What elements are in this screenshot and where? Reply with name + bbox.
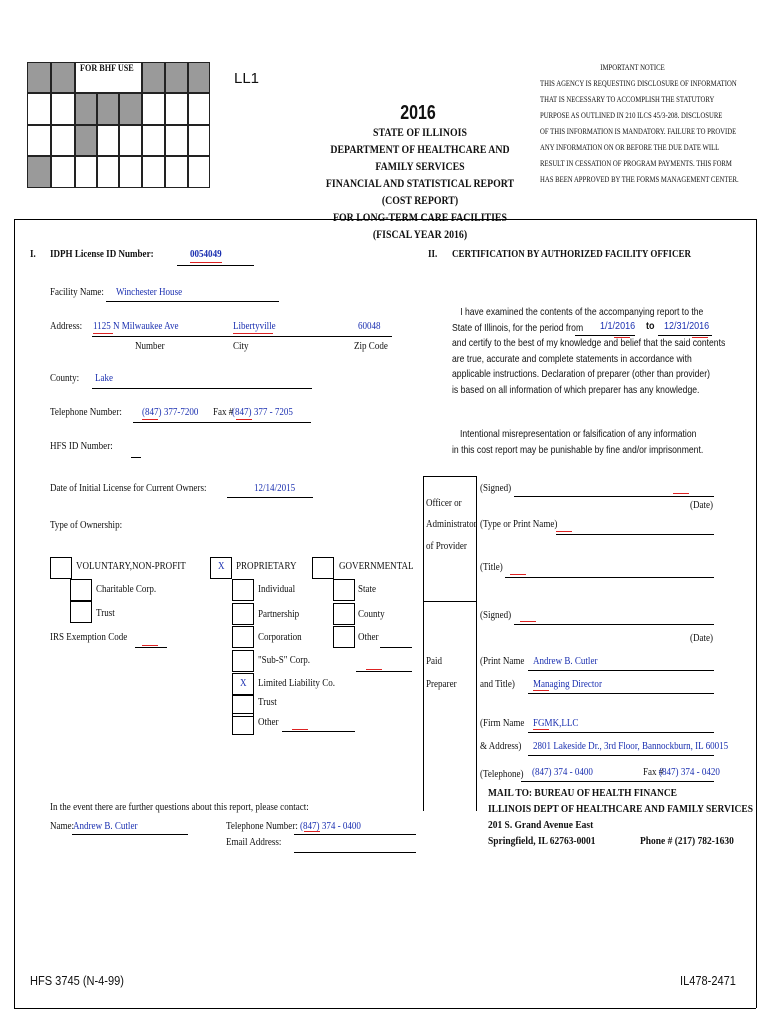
contact-name-label: Name: <box>50 821 75 832</box>
llc-label: Limited Liability Co. <box>258 678 336 689</box>
notice-line: ANY INFORMATION ON OR BEFORE THE DUE DATE WILL <box>540 143 720 152</box>
print-name-label: (Print Name <box>480 656 525 667</box>
form-number: HFS 3745 (N-4-99) <box>30 973 124 988</box>
other-proprietary-checkbox[interactable] <box>232 713 254 735</box>
proprietary-label: PROPRIETARY <box>236 561 297 572</box>
proprietary-mark: X <box>218 561 225 572</box>
trust-proprietary-label: Trust <box>258 697 277 708</box>
governmental-label: GOVERNMENTAL <box>339 561 414 572</box>
zip-caption: Zip Code <box>354 341 388 352</box>
title-line-3: FINANCIAL AND STATISTICAL REPORT (COST REPORT) <box>325 176 515 207</box>
initial-license-date-value[interactable]: 12/14/2015 <box>254 483 296 494</box>
title-line-1: STATE OF ILLINOIS <box>373 125 467 139</box>
preparer-signed-label: (Signed) <box>480 610 512 621</box>
state-checkbox[interactable] <box>333 579 355 601</box>
firm-name-label: (Firm Name <box>480 718 525 729</box>
county-value[interactable]: Lake <box>95 373 114 384</box>
section-2-numeral: II. <box>428 249 438 260</box>
preparer-date-label: (Date) <box>690 633 714 644</box>
contact-telephone-value[interactable]: (847) 374 - 0400 <box>300 821 361 832</box>
warning-line-1: Intentional misrepresentation or falsification of any information <box>460 428 697 440</box>
cert-line-3: and certify to the best of my knowledge and belief that the said contents <box>452 337 726 350</box>
cert-line-6: is based on all information of which preparer has any knowledge. <box>452 383 700 396</box>
charitable-corp-checkbox[interactable] <box>70 579 92 601</box>
report-year: 2016 <box>400 102 436 124</box>
preparer-title-value[interactable]: Managing Director <box>533 679 602 690</box>
county-gov-label: County <box>358 609 385 620</box>
corporation-label: Corporation <box>258 632 302 643</box>
address-label: Address: <box>50 321 83 332</box>
period-to-label: to <box>646 320 655 332</box>
notice-line: HAS BEEN APPROVED BY THE FORMS MANAGEMENT CENTER. <box>540 175 739 184</box>
hfs-id-label: HFS ID Number: <box>50 441 113 452</box>
officer-name-label: (Type or Print Name) <box>480 519 558 530</box>
cert-period-text: State of Illinois, for the period from <box>452 321 584 334</box>
and-title-label: and Title) <box>480 679 515 690</box>
firm-telephone-label: (Telephone) <box>480 769 524 780</box>
other-gov-label: Other <box>358 632 379 643</box>
notice-line: THAT IS NECESSARY TO ACCOMPLISH THE STATUTORY <box>540 95 715 104</box>
officer-signed-label: (Signed) <box>480 483 512 494</box>
county-checkbox[interactable] <box>333 603 355 625</box>
fax-label: Fax # <box>213 407 234 418</box>
s-corp-label: "Sub-S" Corp. <box>258 655 311 666</box>
cert-line-1: I have examined the contents of the accompanying report to the <box>460 306 704 318</box>
city-caption: City <box>233 341 249 352</box>
initial-license-date-label: Date of Initial License for Current Owners: <box>50 483 207 494</box>
preparer-label: Preparer <box>426 679 457 690</box>
title-line-4: FOR LONG-TERM CARE FACILITIES <box>333 210 507 224</box>
officer-title-label: (Title) <box>480 562 503 573</box>
firm-name-value[interactable]: FGMK,LLC <box>533 718 579 729</box>
cert-line-4: are true, accurate and complete statements in accordance with <box>452 352 692 365</box>
llc-mark: X <box>240 678 247 689</box>
paid-label: Paid <box>426 656 443 667</box>
officer-label-1: Officer or <box>426 498 462 509</box>
mail-to-phone: Phone # (217) 782-1630 <box>640 835 734 847</box>
notice-line: RESULT IN CESSATION OF PROGRAM PAYMENTS. THIS FORM <box>540 159 732 168</box>
city-value[interactable]: Libertyville <box>233 321 276 332</box>
contact-telephone-label: Telephone Number: <box>226 821 298 832</box>
charitable-corp-label: Charitable Corp. <box>96 584 157 595</box>
officer-label-2: Administrator <box>426 519 477 530</box>
firm-address-value[interactable]: 2801 Lakeside Dr., 3rd Floor, Bannockburn, IL 60015 <box>533 741 729 752</box>
notice-line: OF THIS INFORMATION IS MANDATORY. FAILURE TO PROVIDE <box>540 127 737 136</box>
certification-title: CERTIFICATION BY AUTHORIZED FACILITY OFFICER <box>452 249 692 260</box>
contact-name-value[interactable]: Andrew B. Cutler <box>73 821 138 832</box>
facility-name-value[interactable]: Winchester House <box>116 287 183 298</box>
bhf-use-label: FOR BHF USE <box>80 64 134 74</box>
street-value[interactable]: 1125 N Milwaukee Ave <box>93 321 179 332</box>
officer-date-label: (Date) <box>690 500 714 511</box>
report-title <box>313 124 526 243</box>
telephone-value[interactable]: (847) 377-7200 <box>142 407 199 418</box>
mail-to-line-4: Springfield, IL 62763-0001 <box>488 835 596 847</box>
email-label: Email Address: <box>226 837 282 848</box>
individual-label: Individual <box>258 584 296 595</box>
firm-fax-label: Fax # <box>643 767 664 778</box>
title-line-2: DEPARTMENT OF HEALTHCARE AND FAMILY SERVICES <box>330 142 510 173</box>
preparer-name-value[interactable]: Andrew B. Cutler <box>533 656 598 667</box>
corporation-checkbox[interactable] <box>232 626 254 648</box>
title-line-5: (FISCAL YEAR 2016) <box>372 227 468 241</box>
voluntary-label: VOLUNTARY,NON-PROFIT <box>76 561 186 572</box>
license-value[interactable]: 0054049 <box>190 249 222 260</box>
notice-title: IMPORTANT NOTICE <box>600 63 665 72</box>
firm-fax-value[interactable]: (847) 374 - 0420 <box>659 767 720 778</box>
zip-value[interactable]: 60048 <box>358 321 381 332</box>
s-corp-checkbox[interactable] <box>232 650 254 672</box>
voluntary-checkbox[interactable] <box>50 557 72 579</box>
individual-checkbox[interactable] <box>232 579 254 601</box>
other-proprietary-label: Other <box>258 717 279 728</box>
firm-address-label: & Address) <box>480 741 522 752</box>
partnership-checkbox[interactable] <box>232 603 254 625</box>
number-caption: Number <box>135 341 165 352</box>
notice-line: PURPOSE AS OUTLINED IN 210 ILCS 45/3-208. DISCLOSURE <box>540 111 723 120</box>
irs-exemption-label: IRS Exemption Code <box>50 632 128 643</box>
trust-checkbox[interactable] <box>70 601 92 623</box>
mail-to-line-2: ILLINOIS DEPT OF HEALTHCARE AND FAMILY SERVICES <box>488 803 753 815</box>
license-label: IDPH License ID Number: <box>50 249 154 260</box>
cert-line-5: applicable instructions. Declaration of preparer (other than provider) <box>452 368 710 381</box>
county-label: County: <box>50 373 80 384</box>
officer-label-3: of Provider <box>426 541 467 552</box>
ownership-label: Type of Ownership: <box>50 520 123 531</box>
fax-value[interactable]: (847) 377 - 7205 <box>232 407 293 418</box>
period-to[interactable]: 12/31/2016 <box>664 320 710 332</box>
mail-to-line-1: MAIL TO: BUREAU OF HEALTH FINANCE <box>488 787 677 799</box>
important-notice <box>540 60 739 188</box>
partnership-label: Partnership <box>258 609 300 620</box>
questions-text: In the event there are further questions about this report, please contact: <box>50 802 309 813</box>
telephone-label: Telephone Number: <box>50 407 122 418</box>
form-id: IL478-2471 <box>680 973 736 988</box>
form-code: LL1 <box>234 70 260 87</box>
mail-to-line-3: 201 S. Grand Avenue East <box>488 819 594 831</box>
facility-name-label: Facility Name: <box>50 287 104 298</box>
state-label: State <box>358 584 377 595</box>
trust-label: Trust <box>96 608 115 619</box>
period-from[interactable]: 1/1/2016 <box>600 320 636 332</box>
other-gov-checkbox[interactable] <box>333 626 355 648</box>
warning-line-2: in this cost report may be punishable by fine and/or imprisonment. <box>452 444 704 456</box>
section-1-numeral: I. <box>30 249 36 260</box>
governmental-checkbox[interactable] <box>312 557 334 579</box>
firm-telephone-value[interactable]: (847) 374 - 0400 <box>532 767 593 778</box>
notice-line: THIS AGENCY IS REQUESTING DISCLOSURE OF INFORMATION <box>540 79 737 88</box>
